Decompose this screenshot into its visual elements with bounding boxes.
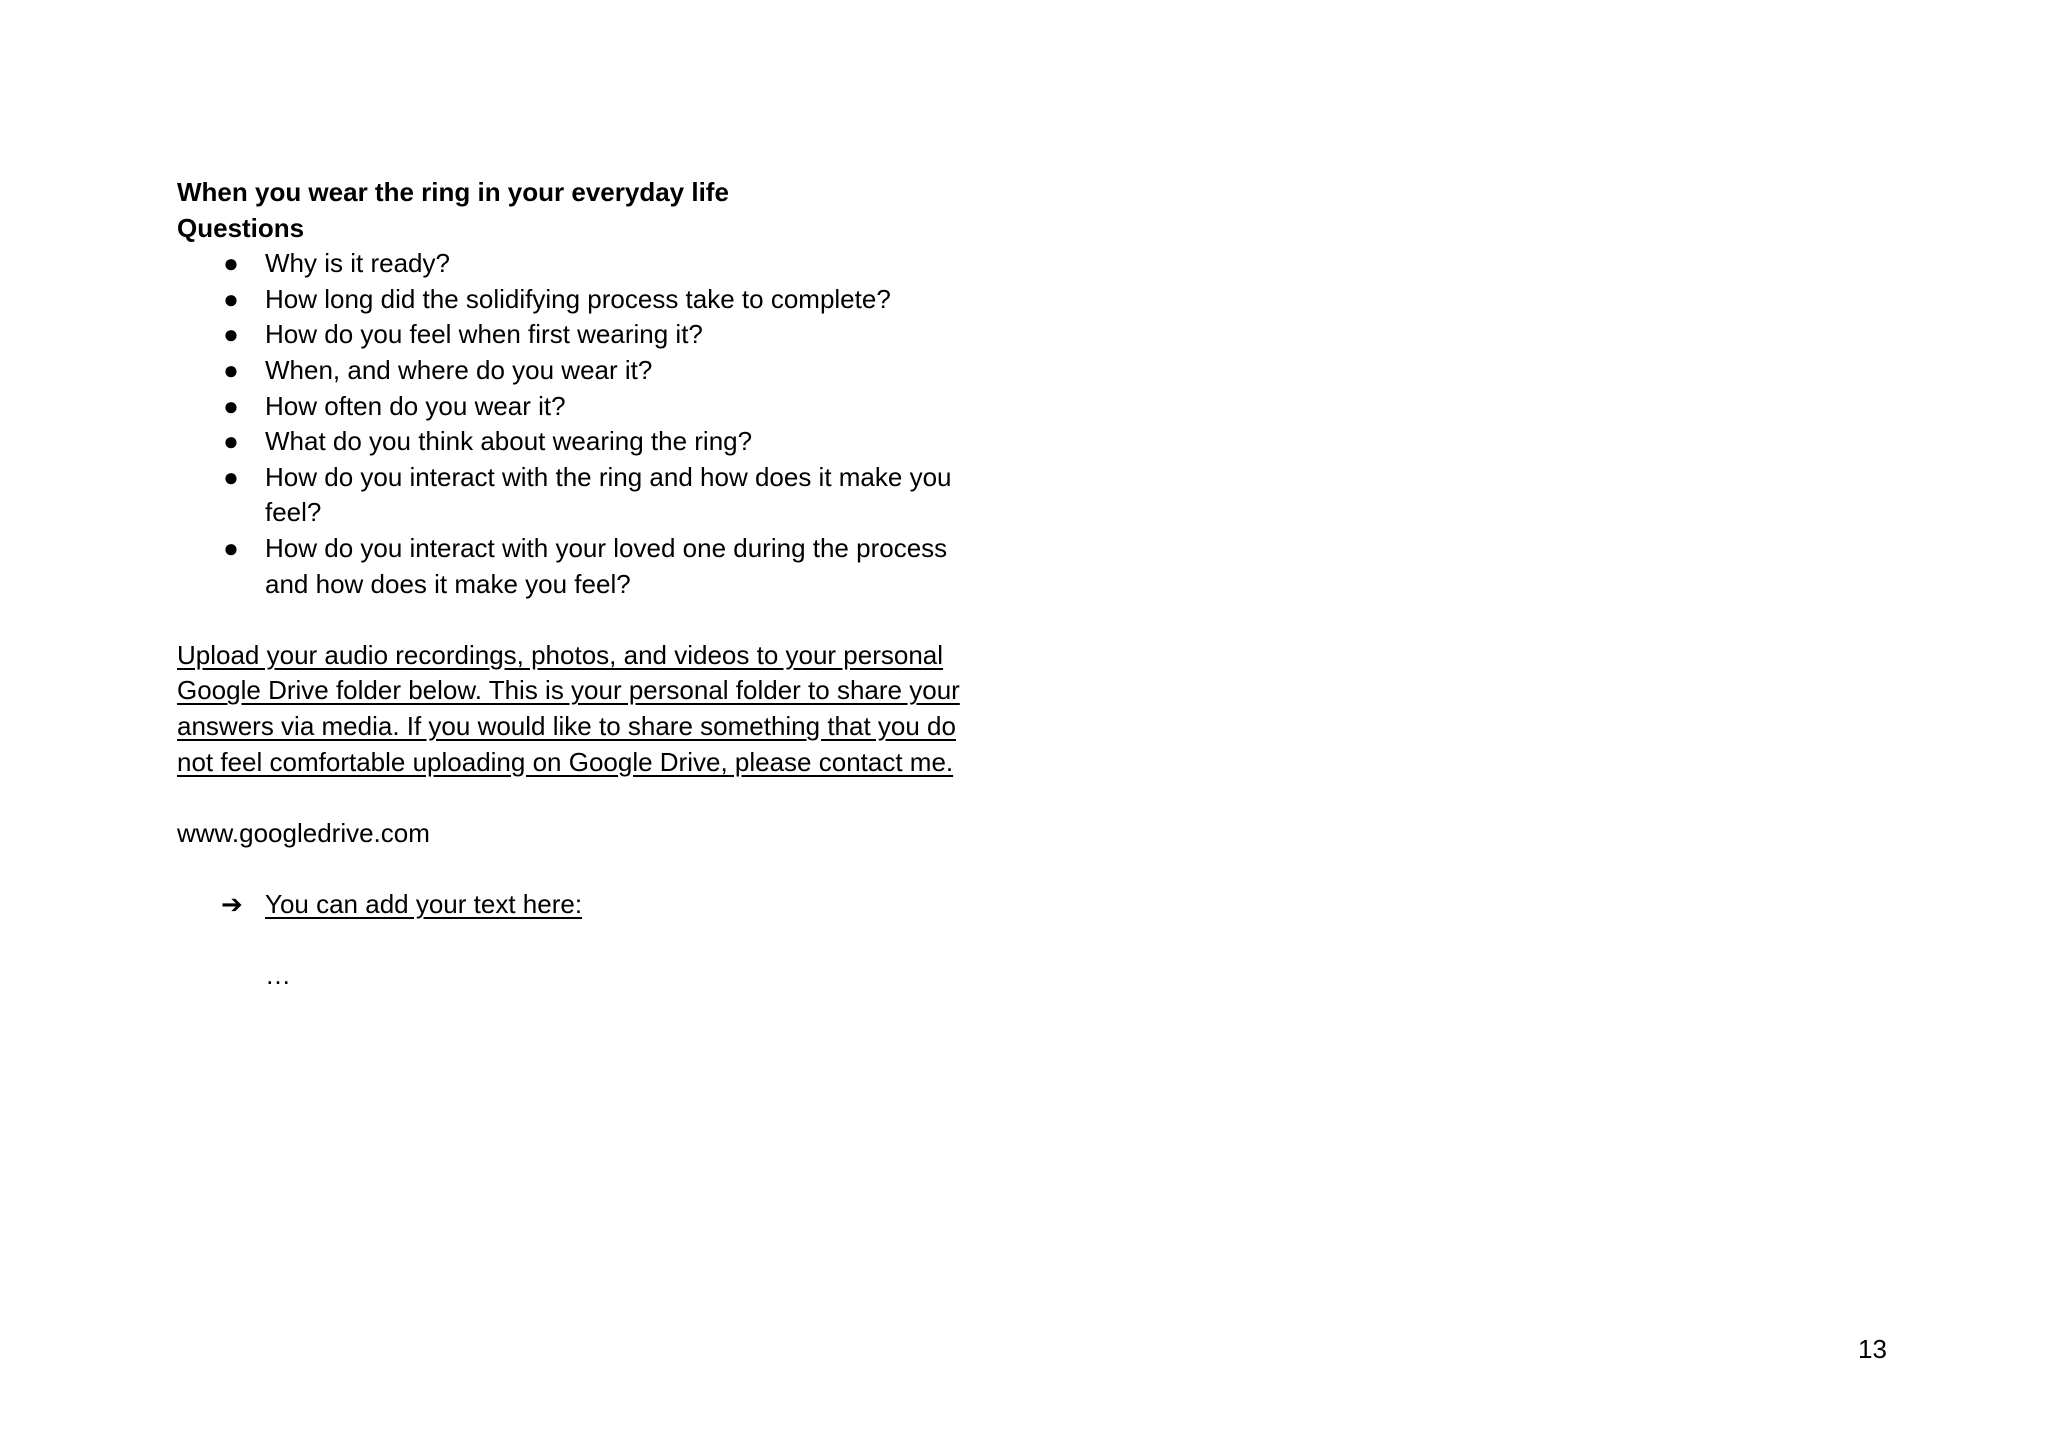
drive-url-text: www.googledrive.com: [177, 817, 430, 848]
bullet-icon: ●: [223, 532, 239, 563]
section-heading: When you wear the ring in your everyday life: [177, 177, 729, 207]
list-item: [177, 317, 985, 353]
answer-prompt: You can add your text here:: [265, 888, 583, 919]
spacer: [177, 780, 997, 816]
list-item: [177, 353, 985, 389]
bullet-icon: ●: [223, 319, 239, 350]
bullet-icon: ●: [223, 354, 239, 385]
bullet-icon: ●: [223, 390, 239, 421]
list-item: [177, 531, 985, 602]
question-text: How do you feel when first wearing it?: [265, 319, 703, 350]
upload-instructions: Upload your audio recordings, photos, and videos to your personal Google Drive folder below. This is your personal folder to share your answers via media. If you would like to share something that you do not feel comfortable uploading on Google Drive, please contact me.: [177, 639, 960, 777]
spacer: [177, 922, 997, 958]
questions-list: [177, 246, 997, 602]
list-item: [177, 389, 985, 425]
answer-placeholder[interactable]: …: [265, 960, 291, 991]
question-text: Why is it ready?: [265, 248, 450, 279]
questions-subheading: Questions: [177, 212, 305, 243]
question-text: How do you interact with your loved one during the process and how does it make you feel?: [265, 532, 948, 599]
arrow-right-icon: ➔: [221, 888, 243, 919]
question-text: What do you think about wearing the ring?: [265, 426, 753, 457]
question-text: How long did the solidifying process take to complete?: [265, 283, 891, 314]
list-item: [177, 424, 985, 460]
spacer: [177, 602, 997, 638]
list-item: [177, 246, 985, 282]
bullet-icon: ●: [223, 248, 239, 279]
bullet-icon: ●: [223, 426, 239, 457]
page-number: 13: [1858, 1334, 1887, 1364]
page-content: [177, 175, 997, 994]
bullet-icon: ●: [223, 283, 239, 314]
question-text: When, and where do you wear it?: [265, 354, 653, 385]
answer-prompt-line: [177, 887, 997, 923]
bullet-icon: ●: [223, 461, 239, 492]
list-item: [177, 460, 985, 531]
question-text: How often do you wear it?: [265, 390, 566, 421]
question-text: How do you interact with the ring and how does it make you feel?: [265, 461, 952, 528]
spacer: [177, 851, 997, 887]
list-item: [177, 282, 985, 318]
